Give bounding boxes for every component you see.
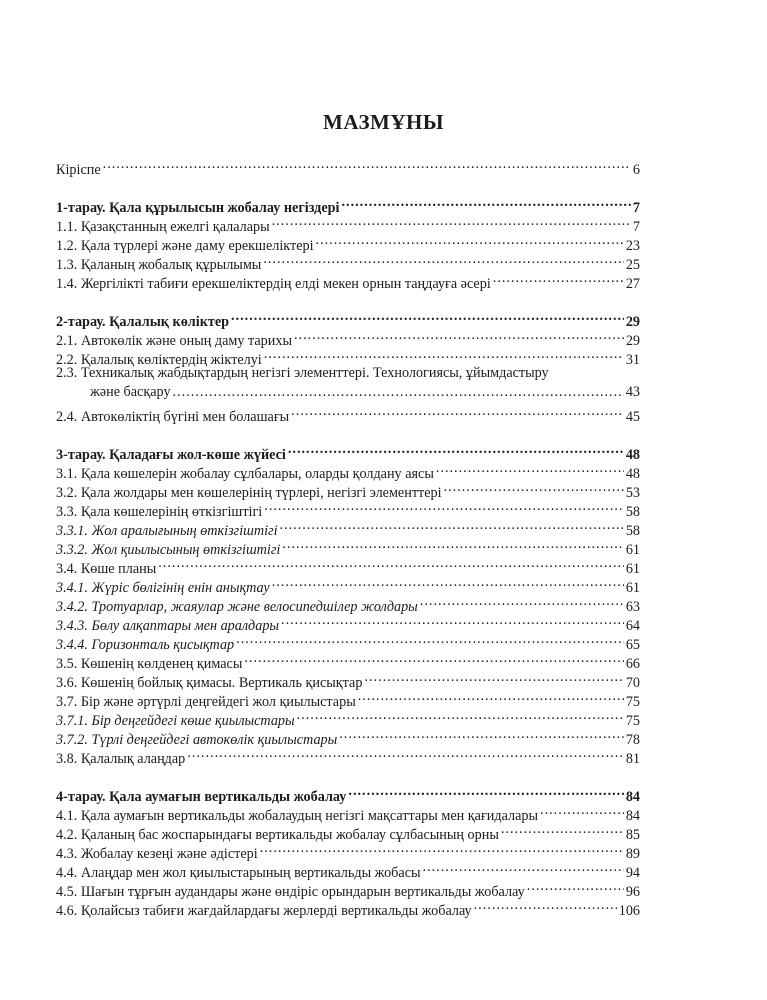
toc-entry-text: 3.6. Көшенің бойлық қимасы. Вертикаль қисықтар <box>56 675 363 691</box>
toc-entry-text: Кіріспе <box>56 162 101 178</box>
toc-page-number: 29 <box>625 333 640 349</box>
toc-entry-text: 3.8. Қалалық алаңдар <box>56 751 186 767</box>
toc-entry-text: 3.7. Бір және әртүрлі деңгейдегі жол қиылыстары <box>56 694 356 710</box>
toc-entry-text: 3.5. Көшенің көлденең қимасы <box>56 656 243 672</box>
toc-page-number: 31 <box>625 352 640 368</box>
toc-leader-dots <box>444 478 624 497</box>
toc-entry-text: 3.2. Қала жолдары мен көшелерінің түрлері, негізгі элементтері <box>56 485 442 501</box>
toc-page-number: 94 <box>625 865 640 881</box>
toc-page-number: 61 <box>625 542 640 558</box>
toc-section-entry <box>56 250 640 273</box>
toc-section-entry <box>56 497 640 520</box>
toc-entry-text: 3.7.2. Түрлі деңгейдегі автокөлік қиылыстары <box>56 732 338 748</box>
toc-page-number: 7 <box>632 200 640 216</box>
toc-leader-dots <box>282 535 623 554</box>
toc-section-entry <box>56 212 640 235</box>
toc-entry-text: 3.3.2. Жол қиылысының өткізгіштігі <box>56 542 281 558</box>
toc-section-entry <box>56 668 640 691</box>
toc-entry-text: 3.7.1. Бір деңгейдегі көше қиылыстары <box>56 713 295 729</box>
toc-page-number: 65 <box>625 637 640 653</box>
toc-leader-dots <box>540 801 624 820</box>
toc-page-number: 43 <box>625 384 640 400</box>
toc-section-entry <box>56 573 640 596</box>
toc-page-number: 70 <box>625 675 640 691</box>
toc-leader-dots <box>187 744 624 763</box>
toc-entry-text: 4.4. Алаңдар мен жол қиылыстарының вертикальды жобасы <box>56 865 421 881</box>
toc-section-entry <box>56 896 640 919</box>
toc-entry-text: 3.1. Қала көшелерін жобалау сұлбалары, оларды қолдану аясы <box>56 466 434 482</box>
toc-section-entry <box>56 478 640 501</box>
toc-chapter-heading <box>56 193 640 216</box>
toc-leader-dots <box>158 554 624 573</box>
toc-entry-text: 1.3. Қаланың жобалық құрылымы <box>56 257 262 273</box>
toc-entry-text: 1.1. Қазақстанның ежелгі қалалары <box>56 219 270 235</box>
toc-section-entry <box>56 345 640 368</box>
toc-section-entry <box>56 725 640 748</box>
toc-leader-dots <box>316 231 624 250</box>
toc-entry-text: 3.3.1. Жол аралығының өткізгіштігі <box>56 523 278 539</box>
toc-page-number: 61 <box>625 561 640 577</box>
toc-leader-dots <box>103 155 631 174</box>
toc-page-number: 61 <box>625 580 640 596</box>
toc-section-entry <box>56 820 640 843</box>
toc-page-number: 81 <box>625 751 640 767</box>
toc-section-entry <box>56 326 640 349</box>
toc-entry-text: 2.1. Автокөлік және оның даму тарихы <box>56 333 292 349</box>
toc-entry-text: 3-тарау. Қаладағы жол-көше жүйесі <box>56 447 286 463</box>
toc-leader-dots <box>341 193 630 212</box>
toc-leader-dots <box>288 440 624 459</box>
toc-page-number: 75 <box>625 713 640 729</box>
toc-section-entry <box>56 744 640 767</box>
toc-entry-text: 3.3. Қала көшелерінің өткізгіштігі <box>56 504 263 520</box>
toc-page-number: 58 <box>625 523 640 539</box>
toc-page-number: 85 <box>625 827 640 843</box>
toc-entry-text: 1.2. Қала түрлері және даму ерекшеліктері <box>56 238 314 254</box>
toc-entry-text: 3.4.2. Тротуарлар, жаяулар және велосипедшілер жолдары <box>56 599 418 615</box>
toc-leader-dots <box>281 611 624 630</box>
toc-page-number: 53 <box>625 485 640 501</box>
toc-page-number: 48 <box>625 447 640 463</box>
toc-page-number: 75 <box>625 694 640 710</box>
toc-page-number: 29 <box>625 314 640 330</box>
toc-leader-dots <box>420 592 624 611</box>
toc-section-entry <box>56 269 640 292</box>
toc-section-entry <box>56 706 640 729</box>
toc-page-number: 23 <box>625 238 640 254</box>
toc-entry-text: 1.4. Жергілікті табиғи ерекшеліктердің елді мекен орнын таңдауға әсері <box>56 276 491 292</box>
toc-leader-dots <box>272 212 631 231</box>
toc-leader-dots <box>423 858 624 877</box>
page-title: МАЗМҰНЫ <box>323 110 444 134</box>
toc-leader-dots <box>260 839 624 858</box>
toc-leader-dots <box>339 725 624 744</box>
toc-page-number: 58 <box>625 504 640 520</box>
toc-page-number: 84 <box>625 808 640 824</box>
toc-section-entry <box>56 364 640 402</box>
toc-leader-dots <box>272 573 624 592</box>
toc-page-number: 89 <box>625 846 640 862</box>
toc-page-number: 27 <box>625 276 640 292</box>
toc-section-entry <box>56 402 640 425</box>
toc-leader-dots <box>493 269 624 288</box>
toc-entry-text: 3.4.1. Жүріс бөлігінің енін анықтау <box>56 580 270 596</box>
toc-entry-continuation <box>56 383 640 402</box>
toc-page-number: 66 <box>625 656 640 672</box>
toc-page-number: 63 <box>625 599 640 615</box>
toc-entry-text-continued: және басқару <box>90 384 171 400</box>
toc-page-number: 25 <box>625 257 640 273</box>
table-of-contents <box>56 155 640 919</box>
toc-entry-text: 2-тарау. Қалалық көліктер <box>56 314 230 330</box>
toc-entry-text: 2.4. Автокөліктің бүгіні мен болашағы <box>56 409 290 425</box>
toc-page-number: 45 <box>625 409 640 425</box>
toc-section-entry <box>56 554 640 577</box>
toc-leader-dots <box>231 307 624 326</box>
toc-chapter-heading <box>56 782 640 805</box>
toc-leader-dots <box>501 820 624 839</box>
toc-entry-text: 1-тарау. Қала құрылысын жобалау негіздері <box>56 200 340 216</box>
toc-section-entry <box>56 839 640 862</box>
toc-leader-dots <box>348 782 623 801</box>
toc-entry-text: 4-тарау. Қала аумағын вертикальды жобалау <box>56 789 347 805</box>
toc-entry-text: 3.4.4. Горизонталь қисықтар <box>56 637 235 653</box>
toc-section-entry <box>56 858 640 881</box>
toc-page-number: 106 <box>618 903 640 919</box>
toc-entry-text: 4.3. Жобалау кезеңі және әдістері <box>56 846 258 862</box>
toc-leader-dots <box>436 459 624 478</box>
toc-leader-dots <box>294 326 624 345</box>
toc-intro <box>56 155 640 178</box>
toc-page-number: 64 <box>625 618 640 634</box>
toc-page-number: 7 <box>632 219 640 235</box>
toc-leader-dots <box>358 687 624 706</box>
toc-page-number: 96 <box>625 884 640 900</box>
toc-section-entry <box>56 687 640 710</box>
toc-page-number: 78 <box>625 732 640 748</box>
toc-leader-dots <box>297 706 624 725</box>
toc-leader-dots <box>236 630 624 649</box>
toc-section-entry <box>56 535 640 558</box>
toc-leader-dots <box>173 383 624 402</box>
toc-entry-text: 3.4.3. Бөлу алқаптары мен аралдары <box>56 618 280 634</box>
toc-leader-dots <box>527 877 624 896</box>
toc-entry-text: 2.3. Техникалық жабдықтардың негізгі элементтері. Технологиясы, ұйымдастыру <box>56 365 549 381</box>
toc-page-number: 48 <box>625 466 640 482</box>
toc-section-entry <box>56 231 640 254</box>
toc-section-entry <box>56 630 640 653</box>
toc-spacer <box>56 174 640 193</box>
toc-entry-text: 3.4. Көше планы <box>56 561 157 577</box>
toc-section-entry <box>56 877 640 900</box>
toc-leader-dots <box>291 402 624 421</box>
toc-page-number: 6 <box>632 162 640 178</box>
toc-leader-dots <box>474 896 617 915</box>
toc-section-entry <box>56 592 640 615</box>
toc-page-number: 84 <box>625 789 640 805</box>
toc-entry-text: 4.6. Қолайсыз табиғи жағдайлардағы жерлерді вертикальды жобалау <box>56 903 472 919</box>
toc-leader-dots <box>264 345 624 364</box>
toc-leader-dots <box>244 649 623 668</box>
toc-entry-text: 2.2. Қалалық көліктердің жіктелуі <box>56 352 262 368</box>
toc-leader-dots <box>264 497 624 516</box>
toc-chapters <box>56 174 640 919</box>
toc-section-entry <box>56 801 640 824</box>
toc-section-entry <box>56 649 640 672</box>
toc-leader-dots <box>280 516 624 535</box>
toc-entry-text: 4.5. Шағын тұрғын аудандары және өндіріс орындарын вертикальды жобалау <box>56 884 525 900</box>
toc-leader-dots <box>263 250 623 269</box>
toc-chapter-heading <box>56 307 640 330</box>
toc-entry-text: 4.2. Қаланың бас жоспарындағы вертикальды жобалау сұлбасының орны <box>56 827 499 843</box>
toc-section-entry <box>56 516 640 539</box>
toc-section-entry <box>56 459 640 482</box>
toc-section-entry <box>56 611 640 634</box>
toc-entry-text: 4.1. Қала аумағын вертикальды жобалаудың негізгі мақсаттары мен қағидалары <box>56 808 539 824</box>
toc-leader-dots <box>364 668 623 687</box>
toc-chapter-heading <box>56 440 640 463</box>
